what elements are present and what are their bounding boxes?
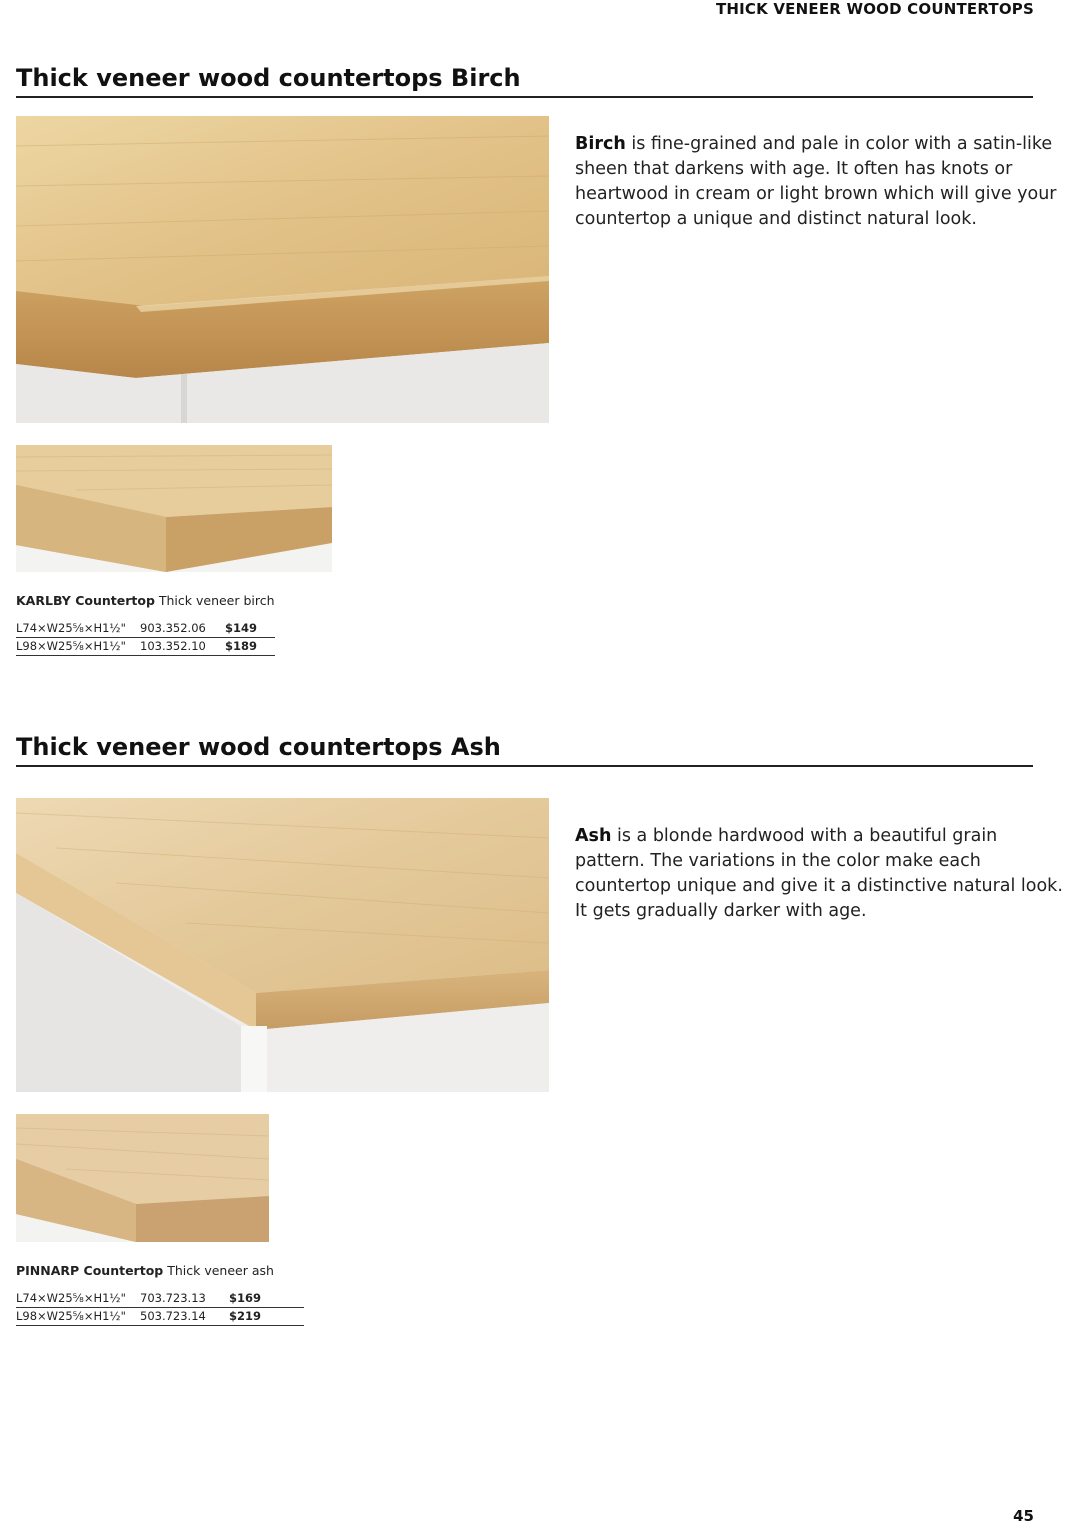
birch-product-name: KARLBY Countertop [16,593,155,608]
size-cell: L98×W25⅝×H1½" [16,638,140,656]
birch-description [575,132,1070,232]
ash-countertop-large-photo [16,798,549,1092]
size-cell: L74×W25⅝×H1½" [16,1290,140,1308]
ash-price-table [16,1290,304,1326]
birch-price-table [16,620,275,656]
price-cell: $149 [225,620,275,638]
birch-product-desc: Thick veneer birch [154,593,275,608]
price-cell: $219 [229,1308,304,1326]
article-number-cell: 503.723.14 [140,1308,229,1326]
birch-description-body: is fine-grained and pale in color with a satin-like sheen that darkens with age. It often has knots or heartwood in cream or light brown which will give your countertop a unique and distinct natural look. [575,134,1057,229]
running-header: THICK VENEER WOOD COUNTERTOPS [715,0,1034,18]
size-cell: L74×W25⅝×H1½" [16,620,140,638]
section-title-ash: Thick veneer wood countertops Ash [16,733,1033,767]
table-row [16,638,275,656]
table-row [16,1290,304,1308]
article-number-cell: 903.352.06 [140,620,225,638]
price-cell: $169 [229,1290,304,1308]
size-cell: L98×W25⅝×H1½" [16,1308,140,1326]
ash-description-lead: Ash [575,826,612,846]
birch-countertop-small-photo [16,445,332,572]
price-cell: $189 [225,638,275,656]
ash-product-name: PINNARP Countertop [16,1263,164,1278]
birch-product-title [16,593,275,608]
article-number-cell: 103.352.10 [140,638,225,656]
birch-description-lead: Birch [575,134,626,154]
ash-description [575,824,1070,924]
ash-product-desc: Thick veneer ash [163,1263,274,1278]
table-row [16,620,275,638]
table-row [16,1308,304,1326]
article-number-cell: 703.723.13 [140,1290,229,1308]
page-number: 45 [1013,1507,1034,1525]
birch-countertop-large-photo [16,116,549,423]
ash-product-title [16,1263,274,1278]
ash-countertop-small-photo [16,1114,269,1242]
section-title-birch: Thick veneer wood countertops Birch [16,64,1033,98]
ash-description-body: is a blonde hardwood with a beautiful grain pattern. The variations in the color make each countertop unique and give it a distinctive natural look. It gets gradually darker with age. [575,826,1063,921]
